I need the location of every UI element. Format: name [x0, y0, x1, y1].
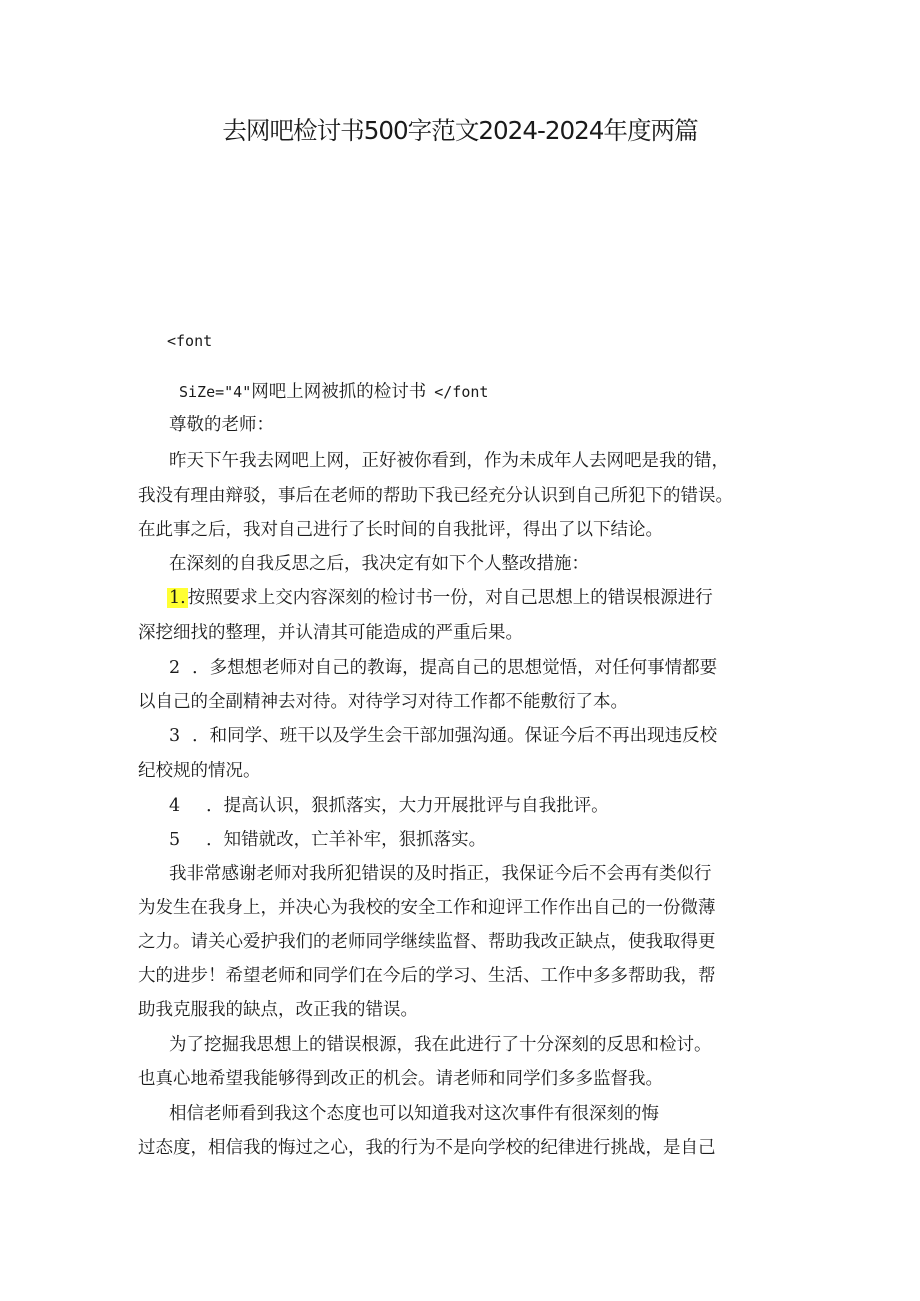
list-item-5: [169, 826, 486, 851]
paragraph-line: 为发生在我身上，并决心为我校的安全工作和迎评工作作出自己的一份微薄: [138, 898, 716, 918]
list-item-3: [169, 722, 717, 747]
paragraph-line: 昨天下午我去网吧上网，正好被你看到，作为未成年人去网吧是我的错，: [169, 451, 729, 471]
list-number: 5: [169, 830, 181, 850]
paragraph-line: 在此事之后，我对自己进行了长时间的自我批评，得出了以下结论。: [138, 520, 663, 540]
paragraph-line: 深挖细找的整理，并认清其可能造成的严重后果。: [138, 623, 523, 643]
paragraph-line: 我非常感谢老师对我所犯错误的及时指正，我保证今后不会再有类似行: [169, 864, 712, 884]
paragraph-line: 在深刻的自我反思之后，我决定有如下个人整改措施：: [169, 554, 589, 574]
document-title: 去网吧检讨书500字范文2024-2024年度两篇: [222, 116, 698, 145]
greeting: 尊敬的老师：: [169, 415, 274, 435]
paragraph-line: 也真心地希望我能够得到改正的机会。请老师和同学们多多监督我。: [138, 1069, 663, 1089]
list-item-text: ．和同学、班干以及学生会干部加强沟通。保证今后不再出现违反校: [192, 726, 718, 746]
list-item-2: [169, 654, 717, 679]
paragraph-line: 相信老师看到我这个态度也可以知道我对这次事件有很深刻的悔: [169, 1104, 659, 1124]
paragraph-line: 大的进步！希望老师和同学们在今后的学习、生活、工作中多多帮助我，帮: [138, 966, 716, 986]
paragraph-line: 过态度，相信我的悔过之心，我的行为不是向学校的纪律进行挑战，是自己: [138, 1138, 716, 1158]
paragraph-line: 为了挖掘我思想上的错误根源，我在此进行了十分深刻的反思和检讨。: [169, 1035, 712, 1055]
list-item-4: [169, 792, 609, 817]
font-tag-close: </font: [434, 383, 489, 401]
paragraph-line: 以自己的全副精神去对待。对待学习对待工作都不能敷衍了本。: [138, 692, 628, 712]
font-tag-attr: SiZe="4": [179, 383, 252, 401]
list-item-text: ．提高认识，狠抓落实，大力开展批评与自我批评。: [206, 796, 609, 816]
paragraph-line: 之力。请关心爱护我们的老师同学继续监督、帮助我改正缺点，使我取得更: [138, 932, 716, 952]
list-item-text: 按照要求上交内容深刻的检讨书一份，对自己思想上的错误根源进行: [187, 588, 713, 608]
paragraph-line: 助我克服我的缺点，改正我的错误。: [138, 1000, 418, 1020]
highlighted-number: 1.: [169, 588, 186, 608]
document-heading: 网吧上网被抓的检讨书: [251, 382, 427, 402]
heading-line: [179, 378, 488, 403]
list-item-1: [167, 584, 713, 609]
paragraph-line: 我没有理由辩驳，事后在老师的帮助下我已经充分认识到自己所犯下的错误。: [138, 486, 733, 506]
list-number: 3: [169, 726, 181, 746]
paragraph-line: 纪校规的情况。: [138, 761, 261, 781]
list-number: 2: [169, 658, 181, 678]
list-number: 4: [169, 796, 181, 816]
list-item-text: ．多想想老师对自己的教诲，提高自己的思想觉悟，对任何事情都要: [192, 658, 718, 678]
font-tag-open: <font: [167, 332, 213, 350]
list-item-text: ．知错就改，亡羊补牢，狠抓落实。: [206, 830, 487, 850]
